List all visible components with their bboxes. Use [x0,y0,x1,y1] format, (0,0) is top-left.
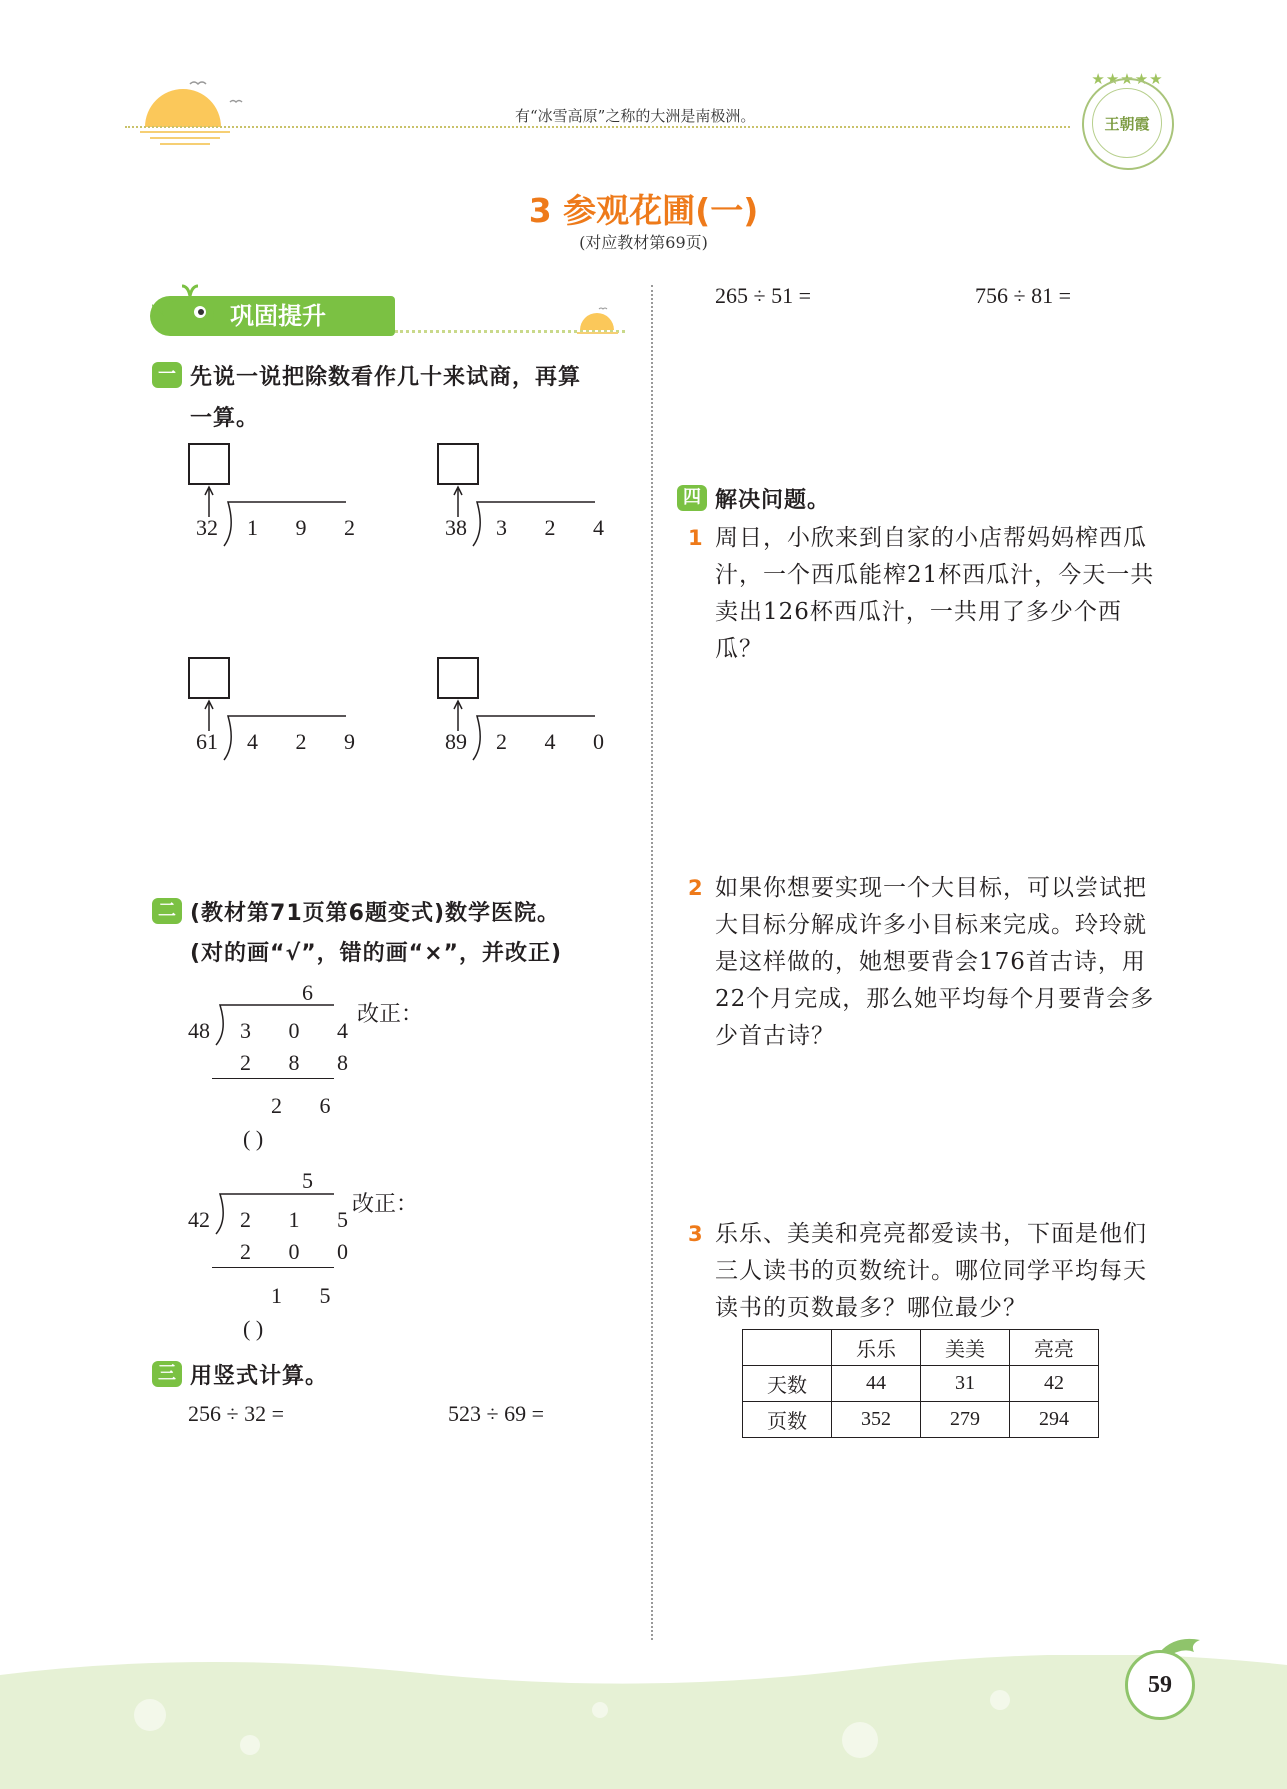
small-sun-icon [575,305,620,340]
logo-stars-icon: ★★★★★ [1091,70,1164,88]
sun-decoration-icon [130,72,250,152]
equation: 256 ÷ 32 = [188,1401,284,1426]
equation: 756 ÷ 81 = [975,283,1071,308]
dividend: 1 9 2 [247,515,371,540]
section-banner: 巩固提升 [150,296,395,336]
table-row [743,1402,1099,1438]
section-3-text: 用竖式计算。 [190,1364,329,1389]
question-number: 1 [688,526,703,550]
judgement-parens[interactable]: ( ) [243,1316,264,1341]
table-row [743,1366,1099,1402]
judgement-parens[interactable]: ( ) [243,1126,264,1151]
divisor: 48 [188,1018,210,1043]
logo-text: 王朝霞 [1092,88,1162,158]
table-cell: 294 [1010,1402,1099,1438]
section-2-line2: (对的画“√”，错的画“×”，并改正) [190,941,563,966]
table-header-cell: 亮亮 [1010,1330,1099,1366]
section-3-badge: 三 [152,1361,182,1387]
table-header-row [743,1330,1099,1366]
question-number: 3 [688,1222,703,1246]
divisor: 32 [196,515,218,540]
table-header-cell: 美美 [921,1330,1010,1366]
remainder: 1 5 [271,1283,347,1308]
dividend: 2 1 5 [240,1207,364,1232]
arrow-up-icon [203,485,215,517]
arrow-up-icon [452,699,464,731]
subtraction-line [212,1078,334,1079]
quotient-answer-box[interactable] [437,657,479,699]
quotient-answer-box[interactable] [188,443,230,485]
page-title: 3 参观花圃(一) [528,191,759,230]
divisor: 38 [445,515,467,540]
quotient-answer-box[interactable] [188,657,230,699]
reading-stats-table [742,1329,1099,1438]
quotient: 6 [302,980,329,1005]
quotient: 5 [302,1168,329,1193]
whale-icon [150,282,220,338]
dividend: 2 4 0 [496,729,620,754]
section-2-line1: (教材第71页第6题变式)数学医院。 [190,901,561,926]
arrow-up-icon [452,485,464,517]
section-1-line2: 一算。 [190,406,260,431]
section-4-text: 解决问题。 [715,488,831,513]
question-number: 2 [688,876,703,900]
table-cell: 279 [921,1402,1010,1438]
correction-label: 改正： [352,1191,419,1216]
section-2-badge: 二 [152,898,182,924]
table-header-cell [743,1330,832,1366]
table-cell: 31 [921,1366,1010,1402]
header-divider [125,126,1070,128]
equation: 523 ÷ 69 = [448,1401,544,1426]
header-fact: 有“冰雪高原”之称的大洲是南极洲。 [515,107,756,125]
product: 2 0 0 [240,1239,364,1264]
divisor: 89 [445,729,467,754]
table-cell: 页数 [743,1402,832,1438]
correction-label: 改正： [357,1001,424,1026]
product: 2 8 8 [240,1050,364,1075]
page-number: 59 [1125,1650,1195,1720]
question-text: 如果你想要实现一个大目标，可以尝试把大目标分解成许多小目标来完成。玲玲就是这样做的，她想要背会176首古诗，用22个月完成，那么她平均每个月要背会多少首古诗？ [715,875,1155,1049]
subtraction-line [212,1267,334,1268]
dividend: 3 0 4 [240,1018,364,1043]
publisher-logo [1082,78,1174,170]
column-divider [651,285,653,1640]
section-1-line1: 先说一说把除数看作几十来试商，再算 [190,365,582,390]
remainder: 2 6 [271,1093,347,1118]
divisor: 42 [188,1207,210,1232]
footer-wave-decoration [0,1655,1287,1789]
table-cell: 44 [832,1366,921,1402]
section-1-badge: 一 [152,362,182,388]
table-cell: 天数 [743,1366,832,1402]
quotient-answer-box[interactable] [437,443,479,485]
section-4-badge: 四 [677,485,707,511]
equation: 265 ÷ 51 = [715,283,811,308]
table-cell: 352 [832,1402,921,1438]
dividend: 4 2 9 [247,729,371,754]
question-text: 乐乐、美美和亮亮都爱读书，下面是他们三人读书的页数统计。哪位同学平均每天读书的页数最多？哪位最少？ [715,1221,1147,1321]
table-cell: 42 [1010,1366,1099,1402]
dividend: 3 2 4 [496,515,620,540]
page-subtitle: (对应教材第69页) [579,233,708,252]
question-text: 周日，小欣来到自家的小店帮妈妈榨西瓜汁，一个西瓜能榨21杯西瓜汁，今天一共卖出126杯西瓜汁，一共用了多少个西瓜？ [715,525,1155,662]
divisor: 61 [196,729,218,754]
table-header-cell: 乐乐 [832,1330,921,1366]
arrow-up-icon [203,699,215,731]
